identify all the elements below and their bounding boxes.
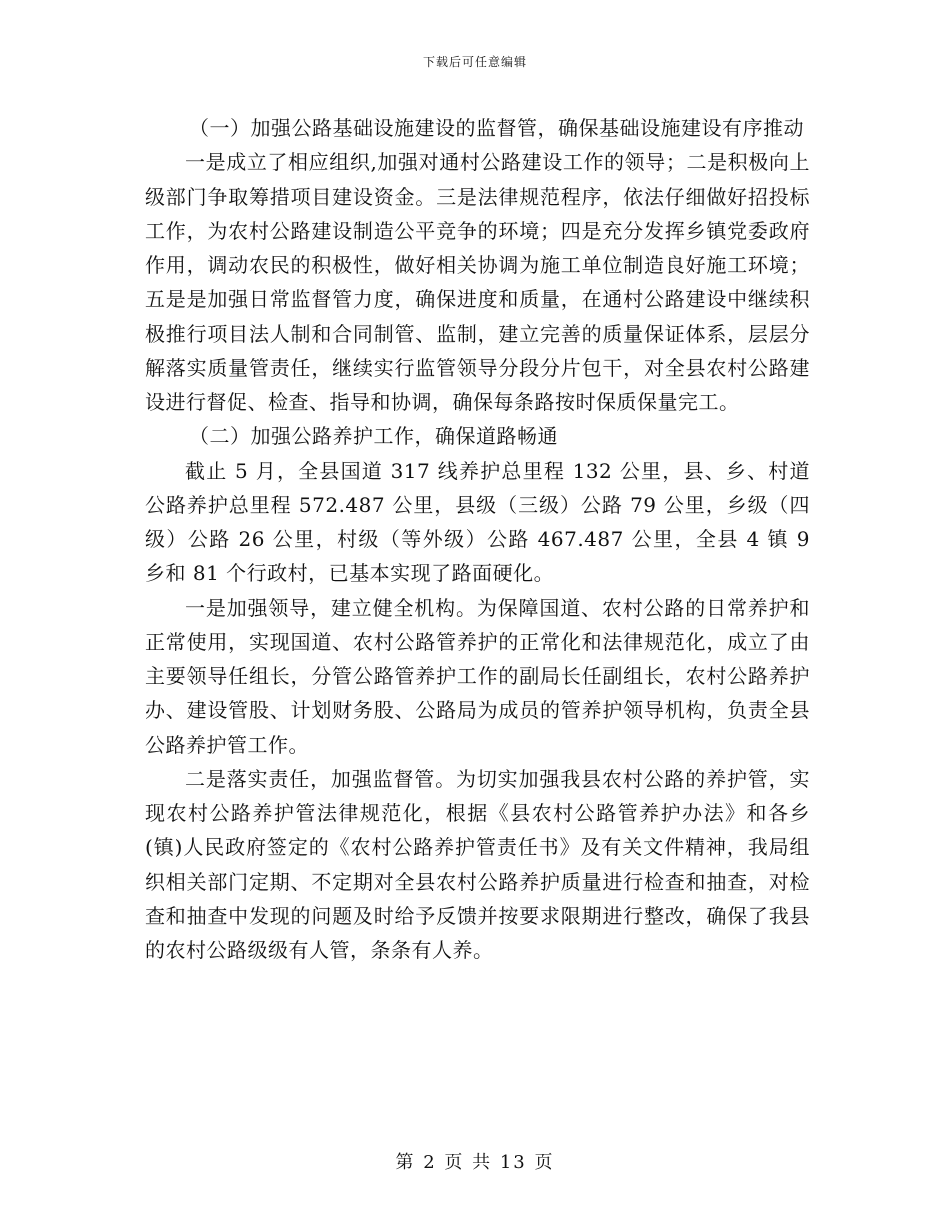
paragraph-4: 二是落实责任，加强监督管。为切实加强我县农村公路的养护管，实现农村公路养护管法律规范化，根据《县农村公路管养护办法》和各乡(镇)人民政府签定的《农村公路养护管责任书》及有关文件精神，我局组织相关部门定期、不定期对全县农村公路养护质量进行检查和抽查，对检查和抽查中发现的问题及时给予反馈并按要求限期进行整改，确保了我县的农村公路级级有人管，条条有人养。 (145, 766, 810, 962)
document-body (145, 111, 810, 967)
paragraph-2: 截止 5 月，全县国道 317 线养护总里程 132 公里，县、乡、村道公路养护总里程 572.487 公里，县级（三级）公路 79 公里，乡级（四级）公路 26 公里，村级（等外级）公路 467.487 公里，全县 4 镇 9 乡和 81 个行政村，已基本实现了路面硬化。 (145, 458, 810, 586)
page-number: 第 2 页 共 13 页 (395, 1152, 555, 1173)
paragraph-1: 一是成立了相应组织,加强对通村公路建设工作的领导；二是积极向上级部门争取筹措项目建设资金。三是法律规范程序，依法仔细做好招投标工作，为农村公路建设制造公平竞争的环境；四是充分发挥乡镇党委政府作用，调动农民的积极性，做好相关协调为施工单位制造良好施工环境；五是是加强日常监督管力度，确保进度和质量，在通村公路建设中继续积极推行项目法人制和合同制管、监制，建立完善的质量保证体系，层层分解落实质量管责任，继续实行监管领导分段分片包干，对全县农村公路建设进行督促、检查、指导和协调，确保每条路按时保质保量完工。 (145, 150, 810, 414)
section-heading-1: （一）加强公路基础设施建设的监督管，确保基础设施建设有序推动 (189, 116, 804, 140)
paragraph-3: 一是加强领导，建立健全机构。为保障国道、农村公路的日常养护和正常使用，实现国道、农村公路管养护的正常化和法律规范化，成立了由主要领导任组长，分管公路管养护工作的副局长任副组长，农村公路养护办、建设管股、计划财务股、公路局为成员的管养护领导机构，负责全县公路养护管工作。 (145, 595, 810, 757)
page-header: 下载后可任意编辑 (422, 55, 527, 69)
section-heading-2: （二）加强公路养护工作，确保道路畅通 (189, 424, 558, 449)
